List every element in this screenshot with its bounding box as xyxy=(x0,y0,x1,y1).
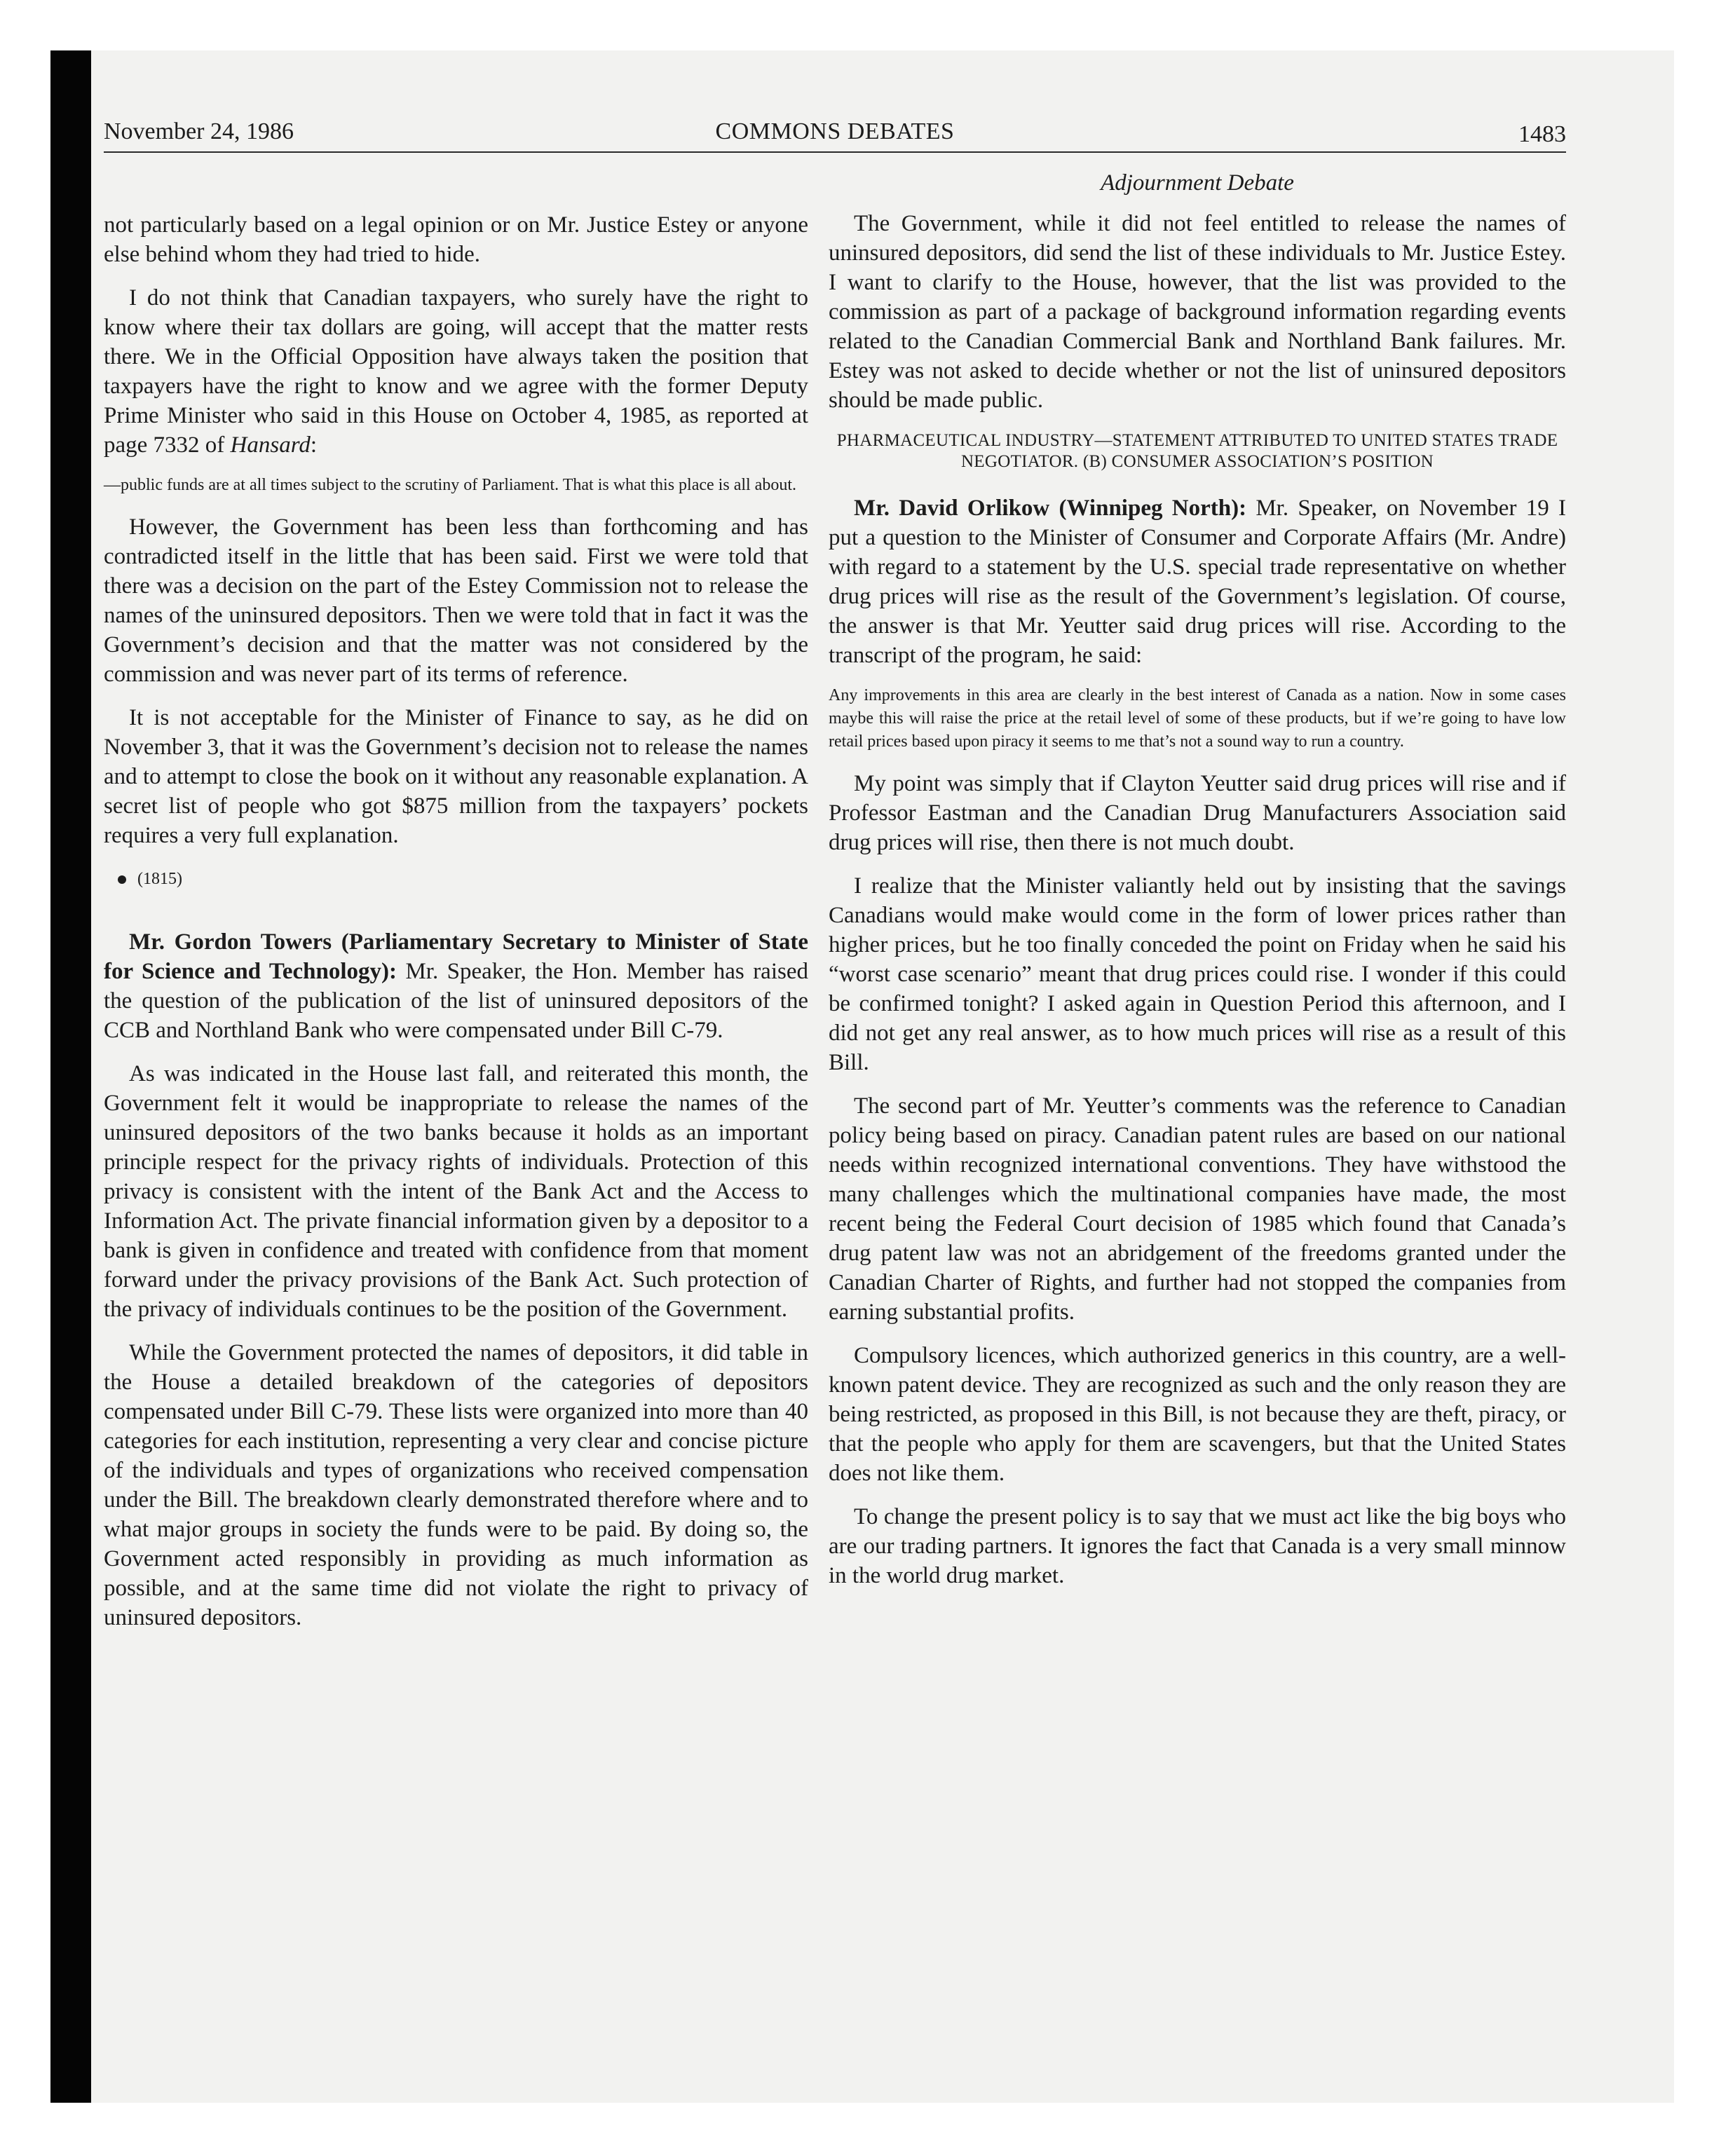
running-head: Adjournment Debate xyxy=(1101,170,1294,196)
time-marker-text: (1815) xyxy=(137,870,182,888)
paragraph-text: Mr. Speaker, the Hon. Member has raised the question of the publication of the list of uninsured depositors of the CCB and Northland Bank who were compensated under Bill C-79. xyxy=(104,959,808,1043)
paragraph: However, the Government has been less than forthcoming and has contradicted itself in the little that has been said. First we were told that there was a decision on the part of the Estey Commission not to release the names of the uninsured depositors. Then we were told that in fact it was the Government’s decision and that the matter was not considered by the commission and was never part of its terms of reference. xyxy=(104,514,808,687)
paragraph-text: : xyxy=(310,432,318,458)
paragraph: As was indicated in the House last fall, and reiterated this month, the Government felt it would be inappropriate to release the names of the uninsured depositors of the two banks because it holds as an important principle respect for the privacy rights of individuals. Protection of this privacy is consistent with the intent of the Bank Act and the Access to Information Act. The private financial information given by a depositor to a bank is given in confidence and treated with confidence from that moment forward under the privacy provisions of the Bank Act. Such protection of the privacy of individuals continues to be the position of the Government. xyxy=(104,1061,808,1322)
paragraph: While the Government protected the names of depositors, it did table in the House a detailed breakdown of the categories of depositors compensated under Bill C-79. These lists were organized into more than 40 categories for each institution, representing a very clear and concise picture of the individuals and types of organizations who received compensation under the Bill. The breakdown clearly demonstrated therefore where and to what major groups in society the funds were to be paid. By doing so, the Government acted responsibly in providing as much information as possible, and at the same time did not violate the right to privacy of uninsured depositors. xyxy=(104,1340,808,1630)
paragraph: The second part of Mr. Yeutter’s comments was the reference to Canadian policy being based on piracy. Canadian patent rules are based on our national needs within recognized international conventions. They have withstood the many challenges which the multinational companies have made, the most recent being the Federal Court decision of 1985 which found that Canada’s drug patent law was not an abridgement of the freedoms granted under the Canadian Charter of Rights, and further had not stopped the companies from earning substantial profits. xyxy=(829,1093,1566,1325)
paragraph xyxy=(104,927,808,1045)
page-number: 1483 xyxy=(1518,121,1566,147)
speaker-name: Mr. David Orlikow (Winnipeg North): xyxy=(854,496,1247,521)
paragraph xyxy=(829,493,1566,670)
time-marker xyxy=(118,864,808,894)
paragraph: My point was simply that if Clayton Yeutter said drug prices will rise and if Professor Eastman and the Canadian Drug Manufacturers Association said drug prices will rise, then there is not much doubt. xyxy=(829,771,1566,855)
paragraph: It is not acceptable for the Minister of Finance to say, as he did on November 3, that it was the Government’s decision not to release the names and to attempt to close the book on it without any reasonable explanation. A secret list of people who got $875 million from the taxpayers’ pockets requires a very full explanation. xyxy=(104,705,808,848)
block-quote: Any improvements in this area are clearly in the best interest of Canada as a nation. Now in some cases maybe this will raise the price at the retail level of some of these products, but if we’re going to have low retail prices based upon piracy it seems to me that’s not a sound way to run a country. xyxy=(829,686,1566,751)
paragraph: The Government, while it did not feel entitled to release the names of uninsured depositors, did send the list of these individuals to Mr. Justice Estey. I want to clarify to the House, however, that the list was provided to the commission as part of a package of background information regarding events related to the Canadian Commercial Bank and Northland Bank failures. Mr. Estey was not asked to decide whether or not the list of uninsured depositors should be made public. xyxy=(829,211,1566,413)
paragraph: not particularly based on a legal opinion or on Mr. Justice Estey or anyone else behind whom they had tried to hide. xyxy=(104,212,808,267)
paragraph-text: I do not think that Canadian taxpayers, who surely have the right to know where their tax dollars are going, will accept that the matter rests there. We in the Official Opposition have always taken the position that taxpayers have the right to know and we agree with the former Deputy Prime Minister who said in this House on October 4, 1985, as reported at page 7332 of xyxy=(104,285,808,458)
speaker-name: Mr. Gordon Towers (Parliamentary Secretary to Minister of State for Science and Technology): xyxy=(104,929,808,984)
paragraph: I realize that the Minister valiantly held out by insisting that the savings Canadians would make would come in the form of lower prices rather than higher prices, but he too finally conceded the point on Friday when he said his “worst case scenario” meant that drug prices could rise. I wonder if this could be confirmed tonight? I asked again in Question Period this afternoon, and I did not get any real answer, as to how much prices will rise as a result of this Bill. xyxy=(829,873,1566,1075)
header-title: COMMONS DEBATES xyxy=(715,118,955,144)
scan-edge-strip xyxy=(50,50,91,2103)
paragraph-text: Mr. Speaker, on November 19 I put a question to the Minister of Consumer and Corporate Affairs (Mr. Andre) with regard to a statement by the U.S. special trade representative on whether drug prices will rise as the result of the Government’s legislation. Of course, the answer is that Mr. Yeutter said drug prices will rise. According to the transcript of the program, he said: xyxy=(829,496,1566,668)
hansard-ref: Hansard xyxy=(230,432,311,458)
block-quote: —public funds are at all times subject to the scrutiny of Parliament. That is what this place is all about. xyxy=(104,476,796,494)
paragraph xyxy=(104,283,808,460)
paragraph: To change the present policy is to say that we must act like the big boys who are our trading partners. It ignores the fact that Canada is a very small minnow in the world drug market. xyxy=(829,1504,1566,1588)
paragraph: Compulsory licences, which authorized generics in this country, are a well-known patent device. They are recognized as such and the only reason they are being restricted, as proposed in this Bill, is not because they are theft, piracy, or that the people who apply for them are scavengers, but that the United States does not like them. xyxy=(829,1343,1566,1486)
right-column xyxy=(829,168,1566,1604)
section-heading: PHARMACEUTICAL INDUSTRY—STATEMENT ATTRIBUTED TO UNITED STATES TRADE NEGOTIATOR. (B) CONSUMER ASSOCIATION’S POSITION xyxy=(836,431,1558,471)
page-header xyxy=(104,116,1566,147)
header-date: November 24, 1986 xyxy=(104,118,294,144)
left-column xyxy=(104,210,808,1646)
header-rule xyxy=(104,151,1566,153)
bullet-icon xyxy=(118,875,126,884)
